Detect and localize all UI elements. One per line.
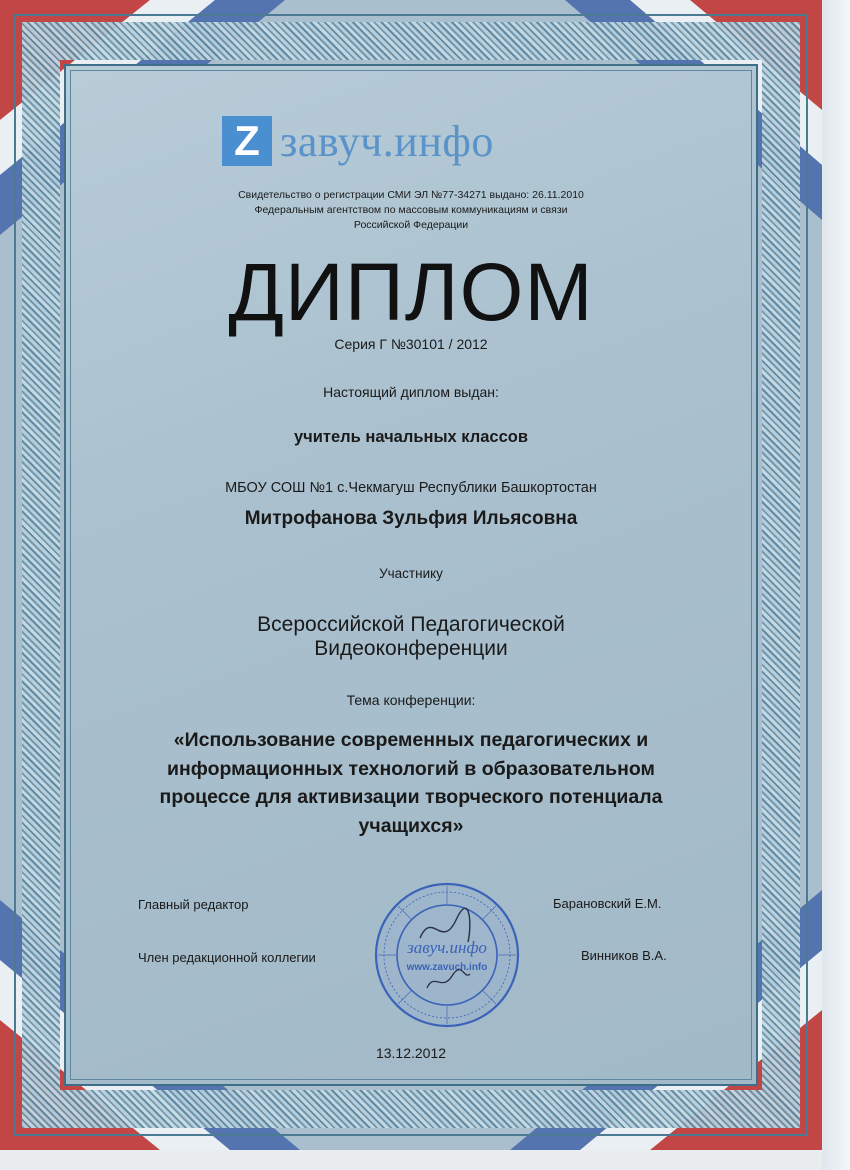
registration-line: Свидетельство о регистрации СМИ ЭЛ №77-34271 выдано: 26.11.2010: [238, 189, 584, 201]
scan-margin: [822, 0, 850, 1170]
stamp-center-name: завуч.инфо: [407, 938, 487, 957]
serial-number: Серия Г №30101 / 2012: [334, 336, 488, 352]
topic-line: процессе для активизации творческого потенциала: [159, 786, 663, 808]
recipient-name: Митрофанова Зульфия Ильясовна: [244, 508, 578, 529]
board-member-name: Винников В.А.: [581, 948, 667, 963]
topic-label: Тема конференции:: [346, 692, 476, 708]
registration-line: Российской Федерации: [353, 219, 469, 231]
event-name: [0, 613, 822, 661]
chief-editor-title: Главный редактор: [138, 897, 249, 912]
topic-line: учащихся»: [358, 814, 464, 837]
registration-line: Федеральным агентством по массовым коммуникациям и связи: [254, 204, 568, 216]
event-line: Всероссийской Педагогической: [257, 613, 565, 636]
issued-label: Настоящий диплом выдан:: [323, 384, 499, 400]
chief-editor-name: Барановский Е.М.: [553, 896, 662, 911]
board-member-title: Член редакционной коллегии: [138, 950, 316, 965]
stamp-center-url: www.zavuch.info: [406, 962, 488, 973]
registration-info: [0, 188, 822, 233]
diploma-title: ДИПЛОМ: [228, 247, 594, 338]
participant-label: Участнику: [379, 566, 443, 581]
event-line: Видеоконференции: [314, 637, 508, 660]
topic-line: информационных технологий в образовательном: [167, 757, 655, 780]
conference-topic: [0, 726, 822, 840]
recipient-school: МБОУ СОШ №1 с.Чекмагуш Республики Башкортостан: [225, 480, 597, 496]
issue-date: 13.12.2012: [375, 1045, 447, 1061]
logo-name: завуч.инфо: [280, 116, 494, 166]
site-logo: [222, 113, 494, 169]
official-stamp: [372, 880, 522, 1030]
recipient-position: учитель начальных классов: [294, 428, 528, 446]
topic-line: «Использование современных педагогических и: [173, 729, 649, 751]
logo-mark: Z: [222, 116, 272, 166]
